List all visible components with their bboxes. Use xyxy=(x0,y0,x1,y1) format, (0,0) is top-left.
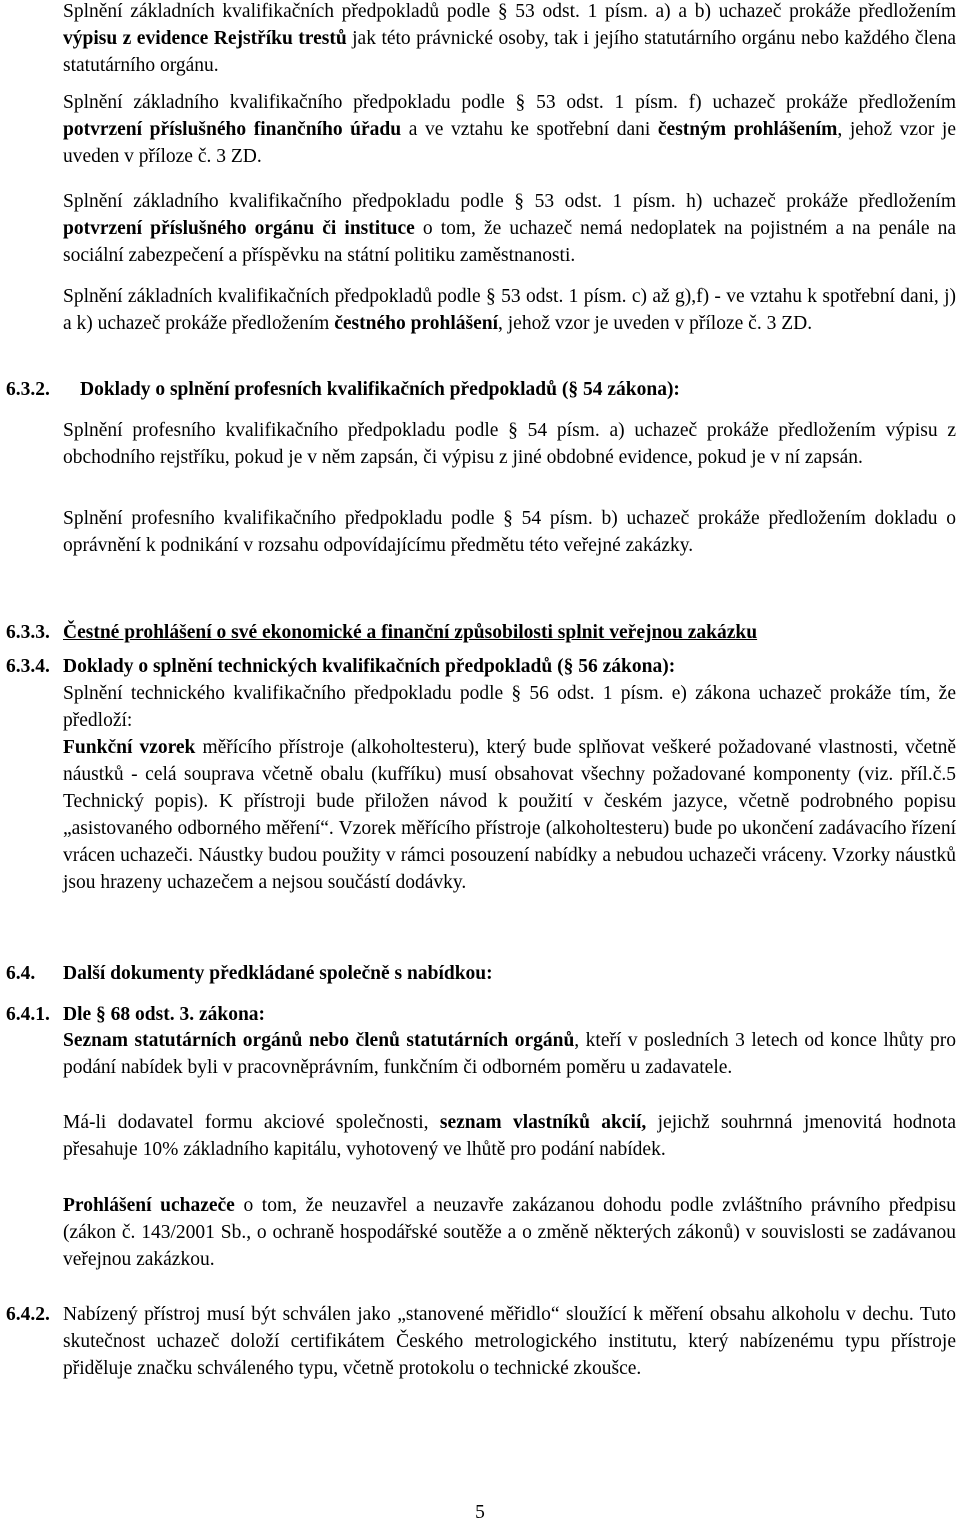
section-title-6-4-1: Dle § 68 odst. 3. zákona: xyxy=(63,1004,266,1025)
paragraph-criminal-record: Splnění základních kvalifikačních předpokladů podle § 53 odst. 1 písm. a) a b) uchazeč prokáže předložením výpisu z evidence Rejstříku trestů jak této právnické osoby, tak i jejího statutárního orgánu nebo každého člena statutárního orgánu. xyxy=(63,1,956,76)
paragraph-certified-meter: Nabízený přístroj musí být schválen jako „stanovené měřidlo“ sloužící k měření obsahu alkoholu v dechu. Tuto skutečnost uchazeč doloží certifikátem Českého metrologického institutu, který nabízenému typu přístroje přiděluje značku schváleného typu, včetně protokolu o technické zkoušce. xyxy=(63,1304,956,1379)
section-number-6-3-3: 6.3.3. xyxy=(6,622,50,643)
section-title-6-4: Další dokumenty předkládané společně s nabídkou: xyxy=(63,963,493,984)
paragraph-trade-license: Splnění profesního kvalifikačního předpokladu podle § 54 písm. b) uchazeč prokáže předložením dokladu o oprávnění k podnikání v rozsahu odpovídajícímu předmětu této veřejné zakázky. xyxy=(63,508,956,556)
paragraph-commercial-register: Splnění profesního kvalifikačního předpokladu podle § 54 písm. a) uchazeč prokáže předložením výpisu z obchodního rejstříku, pokud je v něm zapsán, či výpisu z jiné obdobné evidence, pokud je v ní zapsán. xyxy=(63,420,956,468)
paragraph-social-security: Splnění základního kvalifikačního předpokladu podle § 53 odst. 1 písm. h) uchazeč prokáže předložením potvrzení příslušného orgánu či instituce o tom, že uchazeč nemá nedoplatek na pojistném a na penále na sociální zabezpečení a příspěvku na státní politiku zaměstnanosti. xyxy=(63,191,956,266)
paragraph-functional-sample: Funkční vzorek měřícího přístroje (alkoholtesteru), který bude splňovat veškeré požadované vlastnosti, včetně náustků - celá souprava včetně obalu (kufříku) musí obsahovat všechny požadované komponenty (viz. příl.č.5 Technický popis). K přístroji bude přiložen návod k použití v českém jazyce, včetně podrobného popisu „asistovaného odborného měření“. Vzorek měřícího přístroje (alkoholtesteru) bude po ukončení zadávacího řízení vrácen uchazeči. Náustky budou použity v rámci posouzení nabídky a nebudou uchazeči vráceny. Vzorky náustků jsou hrazeny uchazečem a nejsou součástí dodávky. xyxy=(63,737,956,893)
paragraph-affidavit: Splnění základních kvalifikačních předpokladů podle § 53 odst. 1 písm. c) až g),f) - ve vztahu k spotřební dani, j) a k) uchazeč prokáže předložením čestného prohlášení, jehož vzor je uveden v příloze č. 3 ZD. xyxy=(63,286,956,334)
page-number: 5 xyxy=(475,1502,485,1523)
paragraph-statutory-bodies: Seznam statutárních orgánů nebo členů statutárních orgánů, kteří v posledních 3 letech od konce lhůty pro podání nabídek byli v pracovněprávním, funkčním či odborném poměru u zadavatele. xyxy=(63,1030,956,1078)
section-title-6-3-3: Čestné prohlášení o své ekonomické a finanční způsobilosti splnit veřejnou zakázku xyxy=(63,622,758,643)
section-number-6-4-1: 6.4.1. xyxy=(6,1004,50,1025)
paragraph-cartel-declaration: Prohlášení uchazeče o tom, že neuzavřel a neuzavře zakázanou dohodu podle zvláštního právního předpisu (zákon č. 143/2001 Sb., o ochraně hospodářské soutěže a o změně některých zákonů) v souvislosti se zadávanou veřejnou zakázkou. xyxy=(63,1195,957,1270)
section-number-6-4-2: 6.4.2. xyxy=(6,1304,50,1325)
paragraph-tax-office: Splnění základního kvalifikačního předpokladu podle § 53 odst. 1 písm. f) uchazeč prokáže předložením potvrzení příslušného finančního úřadu a ve vztahu ke spotřební dani čestným prohlášením, jehož vzor je uveden v příloze č. 3 ZD. xyxy=(63,92,957,167)
section-number-6-3-2: 6.3.2. xyxy=(6,379,50,400)
section-title-6-3-2: Doklady o splnění profesních kvalifikačních předpokladů (§ 54 zákona): xyxy=(80,379,680,400)
section-number-6-4: 6.4. xyxy=(6,963,36,984)
paragraph-shareholders: Má-li dodavatel formu akciové společnosti, seznam vlastníků akcií, jejichž souhrnná jmenovitá hodnota přesahuje 10% základního kapitálu, vyhotovený ve lhůtě pro podání nabídek. xyxy=(63,1112,956,1160)
section-title-6-3-4: Doklady o splnění technických kvalifikačních předpokladů (§ 56 zákona): xyxy=(63,656,676,677)
paragraph-technical-requirement: Splnění technického kvalifikačního předpokladu podle § 56 odst. 1 písm. e) zákona uchazeč prokáže tím, že předloží: xyxy=(63,683,956,731)
section-number-6-3-4: 6.3.4. xyxy=(6,656,50,677)
